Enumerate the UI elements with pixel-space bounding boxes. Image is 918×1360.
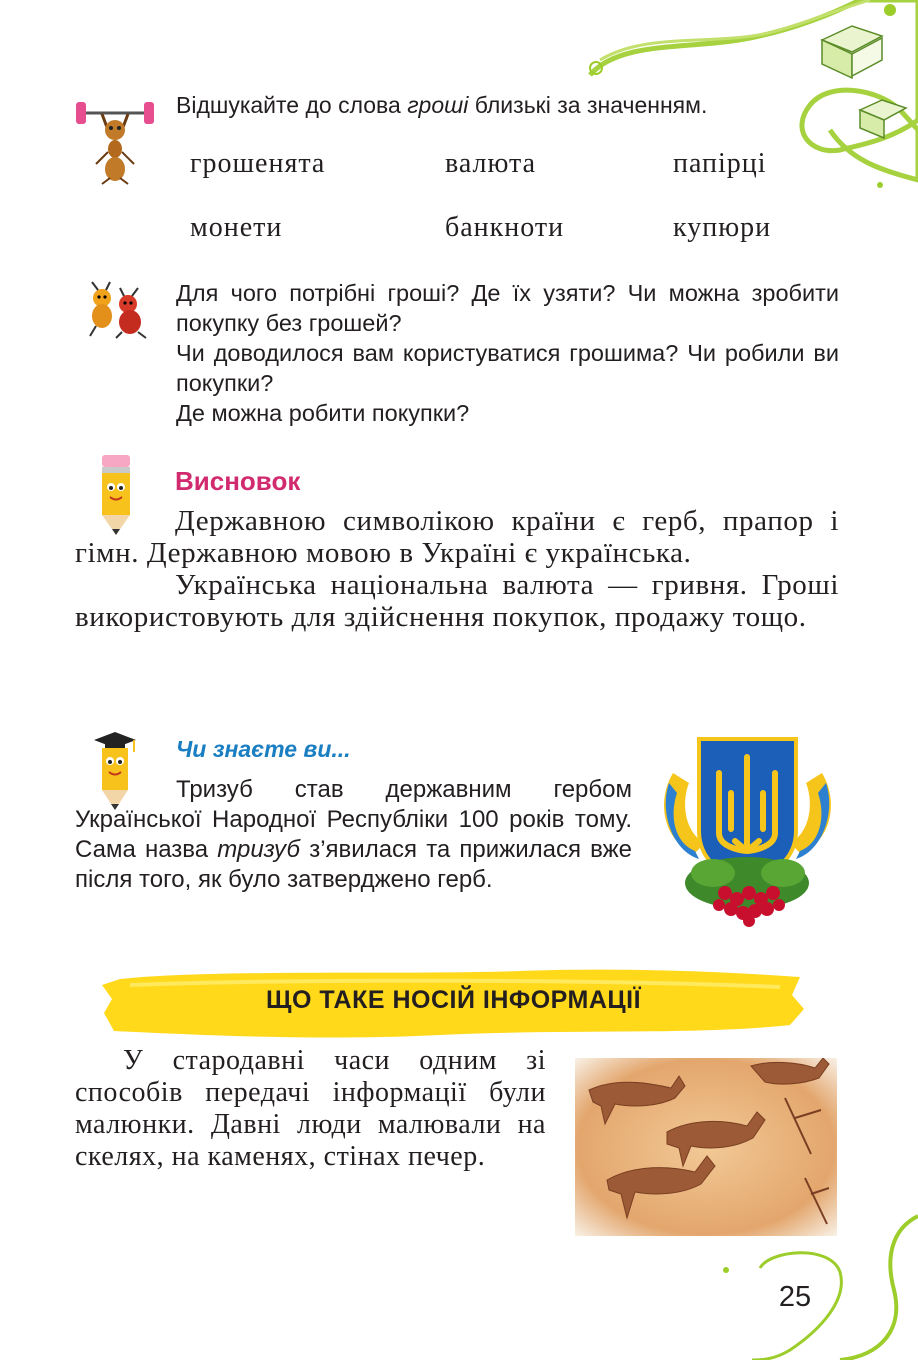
- word-item: купюри: [673, 212, 772, 243]
- conclusion-text: [75, 505, 839, 633]
- conclusion-paragraph: Державною символікою країни є герб, прапор і гімн. Державною мовою в Україні є українська.: [75, 505, 839, 569]
- word-item: папірці: [673, 148, 767, 179]
- did-you-know-text: Тризуб став державним гербом Української Народної Республіки 100 років тому. Сама назва тризуб з’явилася та прижилася вже після того, як було затверджено герб.: [75, 776, 632, 893]
- word-item: грошенята: [190, 148, 326, 179]
- italic-term: тризуб: [217, 836, 301, 863]
- question-line: Для чого потрібні гроші? Де їх узяти? Чи можна зробити покупку без грошей?: [176, 280, 839, 336]
- section-paragraph: У стародавні часи одним зі способів передачі інформації були малюнки. Давні люди малювали на скелях, на каменях, стінах печер.: [75, 1045, 546, 1172]
- books-icon: [822, 26, 906, 138]
- page-corner-decoration: [690, 1200, 918, 1360]
- two-ants-icon: [82, 280, 156, 340]
- page-number: 25: [778, 1281, 812, 1313]
- question-line: Чи доводилося вам користуватися грошима? Чи робили ви покупки?: [176, 340, 839, 396]
- exercise-prompt: Відшукайте до слова гроші близькі за значенням.: [176, 92, 708, 118]
- ant-weightlifter-icon: [74, 96, 156, 186]
- word-item: банкноти: [445, 212, 565, 243]
- word-item: валюта: [445, 148, 537, 179]
- question-line: Де можна робити покупки?: [176, 400, 470, 426]
- conclusion-paragraph: Українська національна валюта — гривня. Гроші використовують для здійснення покупок, продажу тощо.: [75, 569, 839, 633]
- section-heading: ЩО ТАКЕ НОСІЙ ІНФОРМАЦІЇ: [265, 986, 642, 1014]
- coat-of-arms-illustration: [655, 733, 840, 928]
- word-item: монети: [190, 212, 283, 243]
- questions-block: [176, 278, 839, 428]
- did-you-know-title: Чи знаєте ви...: [176, 736, 351, 762]
- conclusion-title: Висновок: [175, 466, 301, 496]
- prompt-keyword: гроші: [407, 92, 469, 118]
